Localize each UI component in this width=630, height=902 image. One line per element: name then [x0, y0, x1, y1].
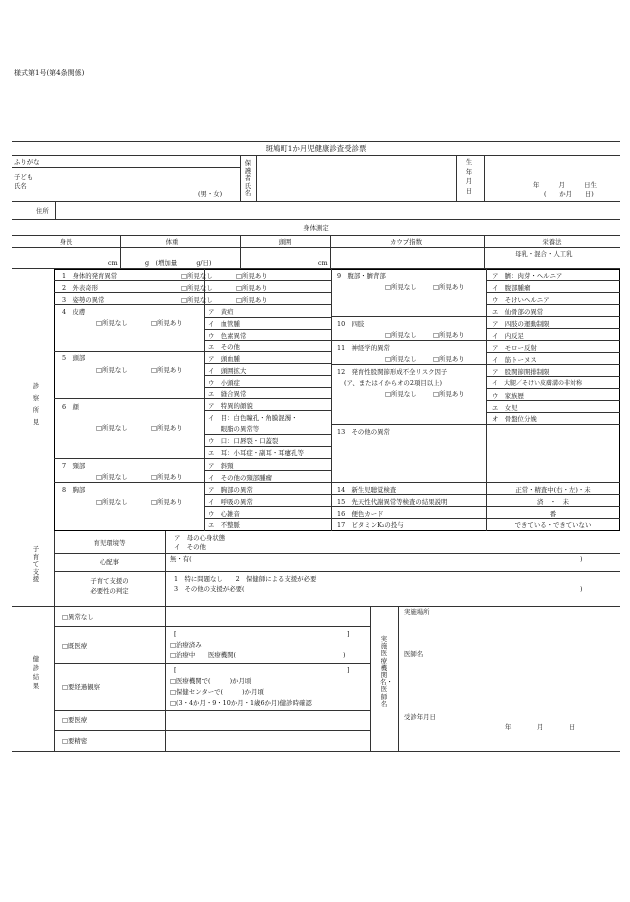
judge-line-2[interactable]: 3 その他の支援が必要( — [174, 585, 245, 593]
face-sub-b2: 眼脂の異常等 — [208, 425, 260, 433]
finding-2-some[interactable]: □所見あり — [236, 284, 268, 292]
form-number: 様式第1号(第4条関係) — [14, 69, 85, 77]
finding-1-none[interactable]: □所見なし — [181, 272, 213, 280]
form-title: 斑鳩町1か月児健康診査受診票 — [265, 144, 367, 153]
nutrition-header: 栄養法 — [542, 238, 562, 246]
finding-14: 14 新生児聴覚検査 — [337, 486, 397, 494]
result-follow[interactable]: □要経過観察 — [62, 683, 100, 691]
finding-2: 2 外表奇形 — [62, 284, 99, 292]
result-detail[interactable]: □要精密 — [62, 737, 88, 745]
follow-hospital[interactable]: □医療機関で( )か月頃 — [170, 677, 252, 685]
treated-done[interactable]: □治療済み — [170, 641, 202, 649]
hip-sub-e: オ 骨盤位分娩 — [492, 415, 537, 423]
finding-5-none[interactable]: □所見なし — [96, 366, 128, 374]
birth-date-field[interactable]: 年 月 日生 — [533, 181, 597, 189]
finding-10: 10 四肢 — [337, 320, 365, 328]
finding-1: 1 身体的発育異常 — [62, 272, 118, 280]
finding-3-some[interactable]: □所見あり — [236, 296, 268, 304]
date-label: 受診年月日 — [404, 713, 436, 721]
hip-sub-c: ウ 家族歴 — [492, 392, 524, 400]
treated-ongoing[interactable]: □治療中 医療機関( — [170, 651, 237, 659]
finding-8-some[interactable]: □所見あり — [151, 498, 183, 506]
neck-sub-b: イ その他の頸部腫瘤 — [208, 474, 272, 482]
weight-header: 体重 — [165, 238, 179, 246]
measurement-section: 身体測定 — [303, 224, 329, 232]
abd-sub-b: イ 腹部腫瘤 — [492, 284, 531, 292]
head-header: 頭囲 — [278, 238, 292, 246]
finding-17: 17 ビタミンK₂の投与 — [337, 521, 404, 529]
limb-sub-a: ア 四肢の運動制限 — [492, 320, 550, 328]
finding-9: 9 腹部・臍背部 — [337, 272, 386, 280]
finding-10-none[interactable]: □所見なし — [385, 331, 417, 339]
finding-16-value[interactable]: 番 — [549, 510, 557, 518]
weight-unit: g (増加量 g/日) — [145, 259, 212, 267]
finding-12: 12 発育性股関節形成不全リスク因子 — [337, 368, 448, 376]
face-sub-b: イ 目：白色瞳孔・角膜混濁・ — [208, 414, 298, 422]
furigana-label: ふりがな — [14, 158, 40, 166]
head-sub-c: ウ 小頭症 — [208, 379, 240, 387]
abd-sub-a: ア 臍：肉芽・ヘルニア — [492, 272, 563, 280]
finding-8: 8 胸部 — [62, 486, 86, 494]
chest-sub-c: ウ 心雑音 — [208, 510, 240, 518]
judge-line-1[interactable]: 1 特に問題なし 2 保健師による支援が必要 — [174, 575, 317, 583]
chest-sub-a: ア 胸部の異常 — [208, 486, 253, 494]
finding-11-some[interactable]: □所見あり — [433, 355, 465, 363]
finding-7-none[interactable]: □所見なし — [96, 473, 128, 481]
result-normal[interactable]: □異常なし — [62, 613, 94, 621]
head-sub-a: ア 頭血腫 — [208, 355, 240, 363]
place-label: 実施場所 — [404, 608, 430, 616]
abd-sub-c: ウ そけいヘルニア — [492, 296, 550, 304]
finding-7: 7 頸部 — [62, 462, 86, 470]
worry-value[interactable]: 無・有( — [170, 555, 192, 563]
height-header: 身長 — [59, 238, 73, 246]
skin-sub-a: ア 黄疸 — [208, 308, 234, 316]
worry-label: 心配事 — [99, 558, 120, 566]
chest-sub-b: イ 呼吸の異常 — [208, 498, 253, 506]
worry-close: ) — [580, 555, 583, 563]
finding-1-some[interactable]: □所見あり — [236, 272, 268, 280]
finding-3-none[interactable]: □所見なし — [181, 296, 213, 304]
neuro-sub-a: ア モロー反射 — [492, 344, 537, 352]
guardian-label: 保護者氏名 — [244, 159, 252, 198]
env-b: イ その他 — [174, 543, 206, 551]
age-field[interactable]: ( か月 日) — [544, 190, 594, 198]
judge-label: 子育て支援の — [90, 577, 129, 585]
hip-sub-b: イ 大腿／そけい皮膚溝の非対称 — [492, 380, 583, 387]
finding-12-some[interactable]: □所見あり — [433, 390, 465, 398]
finding-15: 15 先天性代謝異常等検査の結果説明 — [337, 498, 448, 506]
judge-close: ) — [580, 585, 583, 593]
treated-close: ) — [343, 651, 346, 659]
limb-sub-b: イ 内反足 — [492, 332, 524, 340]
head-sub-d: エ 縫合異常 — [208, 390, 247, 398]
result-medical[interactable]: □要医療 — [62, 716, 88, 724]
result-treated[interactable]: □既医療 — [62, 642, 88, 650]
finding-15-value[interactable]: 済 ・ 未 — [537, 498, 569, 506]
chest-sub-d: エ 不整脈 — [208, 521, 240, 529]
hip-sub-a: ア 股関節開排制限 — [492, 368, 550, 376]
nutrition-options[interactable]: 母乳・混合・人工乳 — [515, 250, 573, 258]
finding-11: 11 神経学的異常 — [337, 344, 390, 352]
finding-17-value[interactable]: できている・できていない — [514, 521, 592, 529]
finding-6-none[interactable]: □所見なし — [96, 424, 128, 432]
date-fields[interactable]: 年 月 日 — [505, 723, 576, 731]
institution-label: 実施医療機関名・医師名 — [380, 635, 393, 708]
skin-sub-b: イ 血管腫 — [208, 320, 240, 328]
finding-13: 13 その他の異常 — [337, 428, 390, 436]
finding-4-some[interactable]: □所見あり — [151, 319, 183, 327]
follow-bracket-close: ] — [347, 666, 350, 674]
treated-bracket-close: ] — [347, 630, 350, 638]
finding-4: 4 皮膚 — [62, 308, 86, 316]
face-sub-d: エ 耳：小耳症・副耳・耳瘻孔等 — [208, 449, 304, 457]
height-unit: cm — [108, 259, 118, 267]
hip-sub-d: エ 女児 — [492, 404, 518, 412]
sex-field[interactable]: (男・女) — [198, 190, 223, 198]
neuro-sub-b: イ 筋トーヌス — [492, 356, 537, 364]
finding-8-none[interactable]: □所見なし — [96, 498, 128, 506]
finding-9-none[interactable]: □所見なし — [385, 283, 417, 291]
findings-side-label: 診察所見 — [32, 382, 40, 426]
env-a: ア 母の心身状態 — [174, 534, 226, 542]
birth-label: 生年月日 — [465, 158, 473, 195]
kaup-header: カウプ指数 — [390, 238, 422, 246]
head-sub-b: イ 頭囲拡大 — [208, 367, 247, 375]
address-label: 住所 — [36, 207, 49, 215]
abd-sub-d: エ 仙骨部の異常 — [492, 308, 544, 316]
skin-sub-d: エ その他 — [208, 343, 240, 351]
finding-2-none[interactable]: □所見なし — [181, 284, 213, 292]
env-label: 育児環境等 — [93, 539, 126, 547]
finding-6: 6 顔 — [62, 403, 79, 411]
finding-11-none[interactable]: □所見なし — [385, 355, 417, 363]
finding-6-some[interactable]: □所見あり — [151, 424, 183, 432]
doctor-label: 医師名 — [404, 650, 424, 658]
judge-label-2: 必要性の判定 — [90, 587, 129, 595]
head-unit: cm — [318, 259, 328, 267]
finding-14-value[interactable]: 正常・精査中(右・左)・未 — [515, 486, 591, 494]
finding-9-some[interactable]: □所見あり — [433, 283, 465, 291]
finding-5-some[interactable]: □所見あり — [151, 366, 183, 374]
follow-bracket-open: [ — [174, 666, 177, 674]
follow-checkup[interactable]: □(3・4か月・9・10か月・1歳6か月)健診時確認 — [170, 699, 312, 707]
childcare-side-label: 子育て支援 — [32, 545, 40, 584]
finding-7-some[interactable]: □所見あり — [151, 473, 183, 481]
follow-center[interactable]: □保健センターで( )か月頃 — [170, 688, 264, 696]
finding-3: 3 姿勢の異常 — [62, 296, 105, 304]
finding-4-none[interactable]: □所見なし — [96, 319, 128, 327]
finding-10-some[interactable]: □所見あり — [433, 331, 465, 339]
neck-sub-a: ア 斜頸 — [208, 462, 234, 470]
result-side-label: 健診結果 — [32, 655, 40, 690]
face-sub-c: ウ 口：口唇裂・口蓋裂 — [208, 437, 279, 445]
skin-sub-c: ウ 色素異常 — [208, 332, 247, 340]
finding-16: 16 便色カード — [337, 510, 384, 518]
hip-note: (ア、またはイからオの2項目以上) — [344, 379, 443, 387]
treated-bracket-open: [ — [174, 630, 177, 638]
finding-12-none[interactable]: □所見なし — [385, 390, 417, 398]
child-name-label: 子ども 氏名 — [14, 173, 34, 190]
finding-5: 5 頭部 — [62, 354, 86, 362]
face-sub-a: ア 特異的顔貌 — [208, 402, 253, 410]
